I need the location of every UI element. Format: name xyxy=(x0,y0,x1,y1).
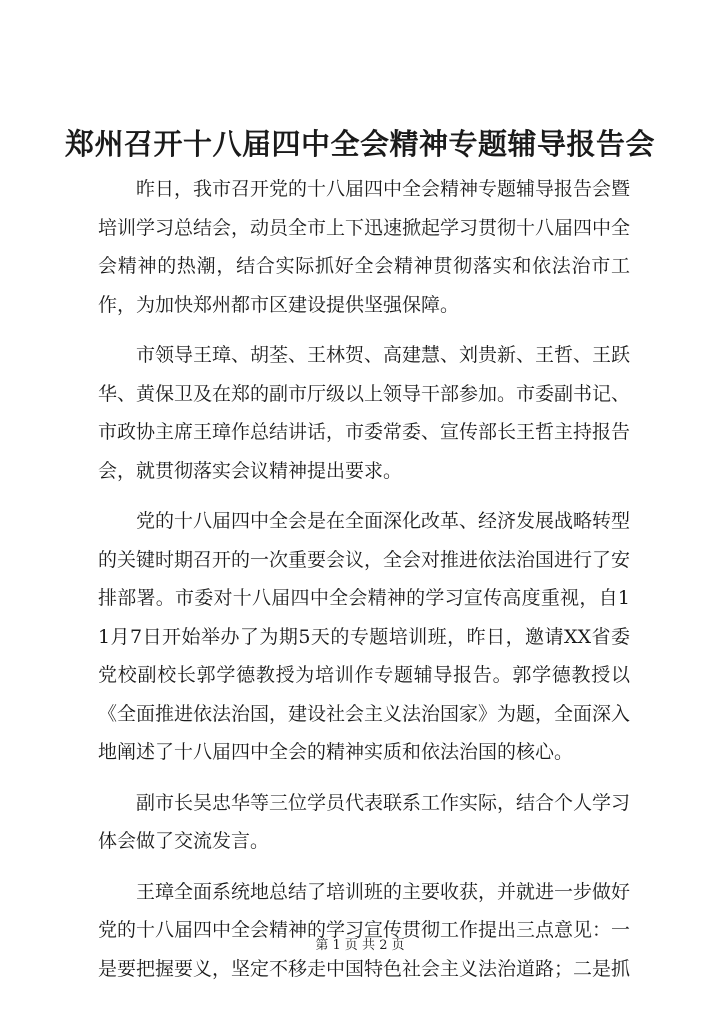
paragraph: 市领导王璋、胡荃、王林贺、高建慧、刘贵新、王哲、王跃华、黄保卫及在郑的副市厅级以上领导干部参加。市委副书记、市政协主席王璋作总结讲话，市委常委、宣传部长王哲主持报告会，就贯彻落实会议精神提出要求。 xyxy=(98,344,631,482)
document-title: 郑州召开十八届四中全会精神专题辅导报告会 xyxy=(64,127,655,161)
paragraph: 王璋全面系统地总结了培训班的主要收获，并就进一步做好党的十八届四中全会精神的学习宣传贯彻工作提出三点意见：一是要把握要义，坚定不移走中国特色社会主义法治道路；二是抓 xyxy=(98,880,631,980)
paragraph: 副市长吴忠华等三位学员代表联系工作实际，结合个人学习体会做了交流发言。 xyxy=(98,791,631,852)
paragraph: 昨日，我市召开党的十八届四中全会精神专题辅导报告会暨培训学习总结会，动员全市上下迅速掀起学习贯彻十八届四中全会精神的热潮，结合实际抓好全会精神贯彻落实和依法治市工作，为加快郑州都市区建设提供坚强保障。 xyxy=(98,178,631,316)
page-footer: 第 1 页 共 2 页 xyxy=(315,938,405,953)
document-body xyxy=(98,170,630,1000)
paragraph: 党的十八届四中全会是在全面深化改革、经济发展战略转型的关键时期召开的一次重要会议，全会对推进依法治国进行了安排部署。市委对十八届四中全会精神的学习宣传高度重视，自11月7日开始举办了为期5天的专题培训班，昨日，邀请XX省委党校副校长郭学德教授为培训作专题辅导报告。郭学德教授以《全面推进依法治国，建设社会主义法治国家》为题，全面深入地阐述了十八届四中全会的精神实质和依法治国的核心。 xyxy=(98,510,631,763)
